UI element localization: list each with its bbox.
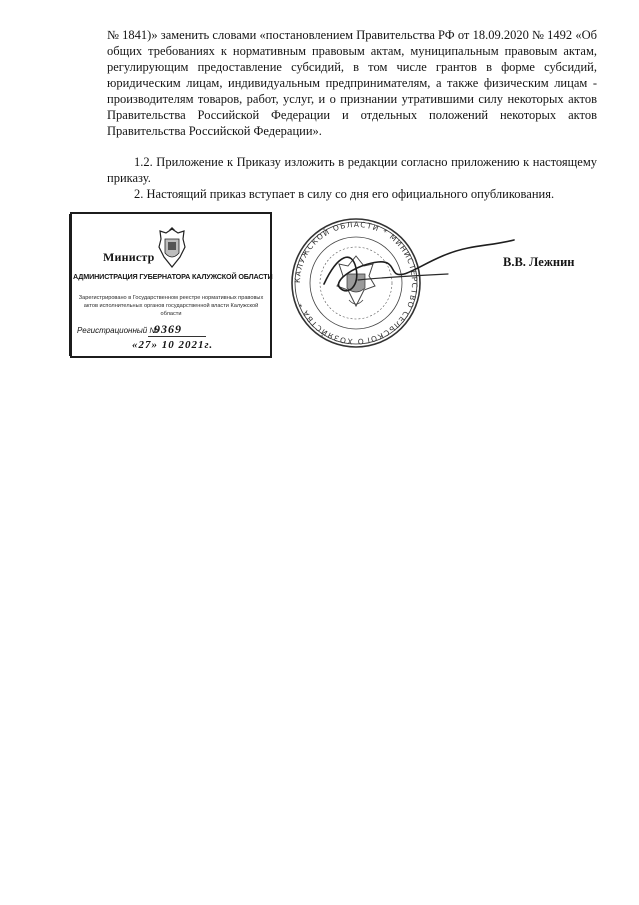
registration-stamp bbox=[70, 212, 272, 358]
seal-ring-text: КАЛУЖСКОЙ ОБЛАСТИ * МИНИСТЕРСТВО СЕЛЬСКОГО ХОЗЯЙСТВА * bbox=[292, 219, 420, 347]
stamp-border-bar bbox=[69, 214, 72, 356]
stamp-reg-number: 9369 bbox=[154, 322, 182, 336]
paragraph-appendix: 1.2. Приложение к Приказу изложить в редакции согласно приложению к настоящему приказу. bbox=[107, 155, 597, 185]
stamp-reg-label: Регистрационный № bbox=[77, 326, 159, 335]
paragraph-effective: 2. Настоящий приказ вступает в силу со дня его официального опубликования. bbox=[134, 187, 555, 201]
coat-of-arms-icon bbox=[156, 227, 188, 269]
stamp-registered-text: Зарегистрировано в Государственном реестре нормативных правовых актов исполнительных органов государственной власти Калужской области bbox=[78, 295, 264, 317]
signer-name: В.В. Лежнин bbox=[503, 255, 575, 269]
stamp-reg-underline bbox=[148, 336, 206, 337]
paragraph-amendment: № 1841)» заменить словами «постановлением Правительства РФ от 18.09.2020 № 1492 «Об общих требованиях к нормативным правовым актам, муниципальным правовым актам, регулирующим предоставление субсидий, в том числе грантов в форме субсидий, юридическим лицам, индивидуальным предпринимателям, а также физическим лицам - производителям товаров, работ, услуг, и о признании утратившими силу некоторых актов Правительства Российской Федерации и отдельных положений некоторых актов Правительства Российской Федерации». bbox=[107, 28, 597, 138]
stamp-ministry-label: Министр bbox=[103, 250, 155, 264]
stamp-administration-title: АДМИНИСТРАЦИЯ ГУБЕРНАТОРА КАЛУЖСКОЙ ОБЛАСТИ bbox=[73, 272, 273, 281]
stamp-date: «27» 10 2021г. bbox=[132, 339, 214, 351]
handwritten-signature-icon bbox=[318, 234, 518, 314]
